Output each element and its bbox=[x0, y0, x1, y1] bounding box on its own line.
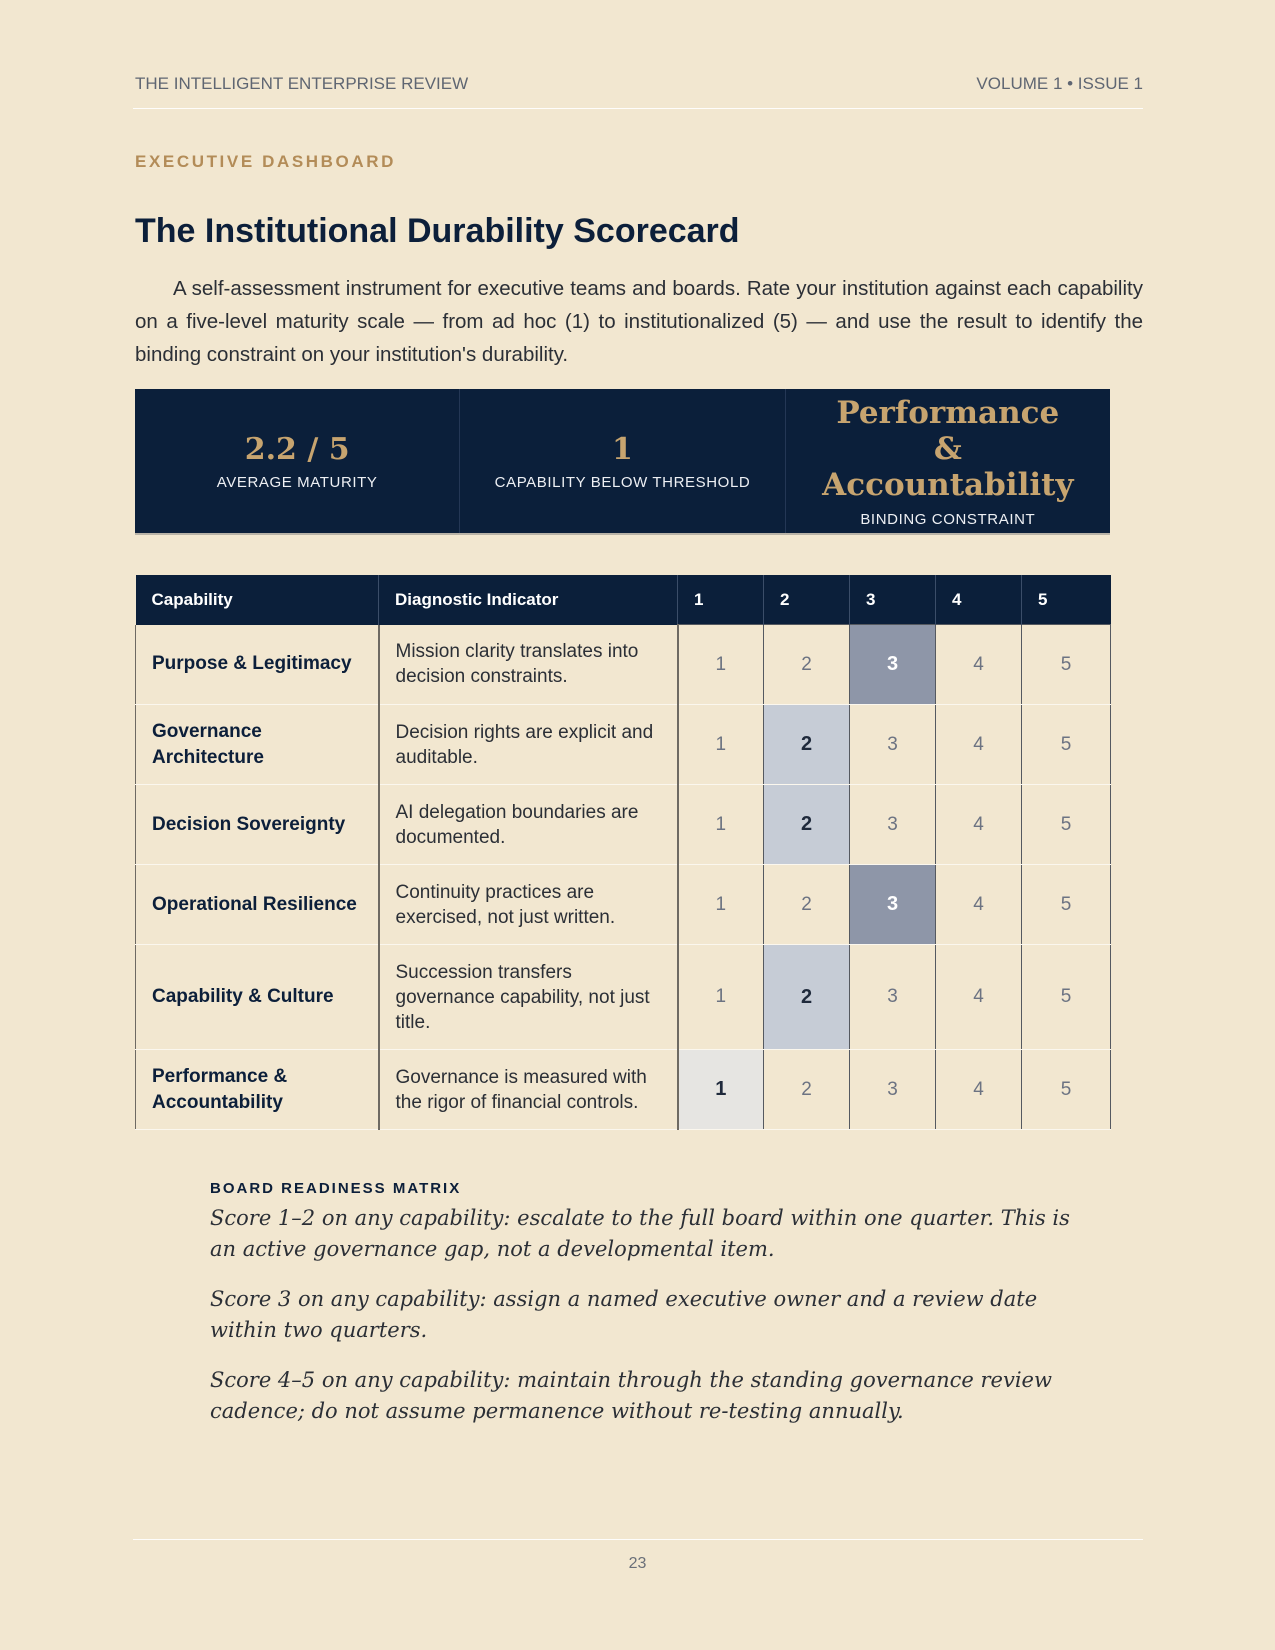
section-kicker: EXECUTIVE DASHBOARD bbox=[135, 152, 396, 171]
maturity-level-cell[interactable]: 1 bbox=[678, 865, 764, 945]
maturity-level-cell[interactable]: 2 bbox=[764, 1050, 850, 1130]
capability-name: Governance Architecture bbox=[136, 705, 379, 785]
maturity-level-cell[interactable]: 5 bbox=[1022, 705, 1111, 785]
maturity-level-cell[interactable]: 4 bbox=[936, 705, 1022, 785]
maturity-level-cell[interactable]: 1 bbox=[678, 945, 764, 1050]
matrix-item: Score 1–2 on any capability: escalate to the full board within one quarter. This is an active governance gap, not a developmental item. bbox=[210, 1206, 1070, 1261]
diagnostic-indicator: Governance is measured with the rigor of financial controls. bbox=[379, 1050, 678, 1130]
metric-average-maturity bbox=[135, 389, 460, 533]
maturity-level-cell[interactable]: 5 bbox=[1022, 785, 1111, 865]
capability-name: Decision Sovereignty bbox=[136, 785, 379, 865]
table-row bbox=[136, 1050, 1111, 1130]
table-header-row bbox=[136, 575, 1111, 625]
diagnostic-indicator: Mission clarity translates into decision constraints. bbox=[379, 625, 678, 705]
page-title: The Institutional Durability Scorecard bbox=[135, 212, 740, 250]
matrix-item: Score 3 on any capability: assign a named executive owner and a review date within two quarters. bbox=[210, 1287, 1038, 1342]
selected-maturity-level[interactable]: 2 bbox=[764, 705, 850, 785]
maturity-level-cell[interactable]: 1 bbox=[678, 625, 764, 705]
maturity-level-cell[interactable]: 4 bbox=[936, 945, 1022, 1050]
column-header: 4 bbox=[936, 575, 1022, 625]
maturity-level-cell[interactable]: 2 bbox=[764, 865, 850, 945]
table-row bbox=[136, 865, 1111, 945]
metric-value: 2.2 / 5 bbox=[244, 431, 350, 467]
maturity-level-cell[interactable]: 5 bbox=[1022, 865, 1111, 945]
maturity-level-cell[interactable]: 4 bbox=[936, 785, 1022, 865]
capability-name: Purpose & Legitimacy bbox=[136, 625, 379, 705]
metric-value: Performance & Accountability bbox=[822, 394, 1074, 503]
diagnostic-indicator: Continuity practices are exercised, not just written. bbox=[379, 865, 678, 945]
maturity-level-cell[interactable]: 3 bbox=[850, 785, 936, 865]
column-header: 5 bbox=[1022, 575, 1111, 625]
selected-maturity-level[interactable]: 1 bbox=[678, 1050, 764, 1130]
column-header: Diagnostic Indicator bbox=[379, 575, 678, 625]
diagnostic-indicator: Decision rights are explicit and auditable. bbox=[379, 705, 678, 785]
maturity-level-cell[interactable]: 4 bbox=[936, 1050, 1022, 1130]
table-row bbox=[136, 945, 1111, 1050]
diagnostic-indicator: Succession transfers governance capability, not just title. bbox=[379, 945, 678, 1050]
matrix-title: BOARD READINESS MATRIX bbox=[210, 1180, 462, 1197]
maturity-level-cell[interactable]: 1 bbox=[678, 785, 764, 865]
column-header: 2 bbox=[764, 575, 850, 625]
selected-maturity-level[interactable]: 3 bbox=[850, 865, 936, 945]
metric-label: CAPABILITY BELOW THRESHOLD bbox=[494, 473, 751, 491]
board-readiness-matrix bbox=[210, 1180, 1070, 1446]
column-header: Capability bbox=[136, 575, 379, 625]
issue-label: VOLUME 1 • ISSUE 1 bbox=[976, 74, 1143, 93]
selected-maturity-level[interactable]: 2 bbox=[764, 785, 850, 865]
capability-name: Performance & Accountability bbox=[136, 1050, 379, 1130]
metric-label: AVERAGE MATURITY bbox=[216, 473, 378, 491]
table-row bbox=[136, 625, 1111, 705]
selected-maturity-level[interactable]: 3 bbox=[850, 625, 936, 705]
diagnostic-indicator: AI delegation boundaries are documented. bbox=[379, 785, 678, 865]
selected-maturity-level[interactable]: 2 bbox=[764, 945, 850, 1050]
capability-name: Operational Resilience bbox=[136, 865, 379, 945]
maturity-level-cell[interactable]: 3 bbox=[850, 945, 936, 1050]
scorecard-table bbox=[135, 575, 1111, 1130]
matrix-item: Score 4–5 on any capability: maintain through the standing governance review cadence; do not assume permanence without re-testing annually. bbox=[210, 1368, 1052, 1423]
maturity-level-cell[interactable]: 3 bbox=[850, 1050, 936, 1130]
maturity-level-cell[interactable]: 3 bbox=[850, 705, 936, 785]
metric-value: 1 bbox=[612, 431, 633, 467]
table-row bbox=[136, 785, 1111, 865]
maturity-level-cell[interactable]: 5 bbox=[1022, 625, 1111, 705]
column-header: 1 bbox=[678, 575, 764, 625]
column-header: 3 bbox=[850, 575, 936, 625]
intro-paragraph: A self-assessment instrument for executive teams and boards. Rate your institution against each capability on a five-level maturity scale — from ad hoc (1) to institutionalized (5) — and use the result to identify the binding constraint on your institution's durability. bbox=[135, 277, 1143, 366]
metric-below-threshold bbox=[460, 389, 785, 533]
metric-binding-constraint bbox=[786, 389, 1110, 533]
maturity-level-cell[interactable]: 5 bbox=[1022, 1050, 1111, 1130]
header-rule bbox=[133, 108, 1143, 109]
metrics-banner bbox=[135, 389, 1110, 535]
capability-name: Capability & Culture bbox=[136, 945, 379, 1050]
page-number: 23 bbox=[628, 1555, 647, 1572]
table-row bbox=[136, 705, 1111, 785]
maturity-level-cell[interactable]: 5 bbox=[1022, 945, 1111, 1050]
maturity-level-cell[interactable]: 2 bbox=[764, 625, 850, 705]
metric-label: BINDING CONSTRAINT bbox=[860, 510, 1036, 528]
maturity-level-cell[interactable]: 4 bbox=[936, 865, 1022, 945]
publication-name: THE INTELLIGENT ENTERPRISE REVIEW bbox=[135, 74, 469, 93]
running-header bbox=[135, 74, 1143, 94]
maturity-level-cell[interactable]: 1 bbox=[678, 705, 764, 785]
footer-rule bbox=[133, 1539, 1143, 1540]
maturity-level-cell[interactable]: 4 bbox=[936, 625, 1022, 705]
